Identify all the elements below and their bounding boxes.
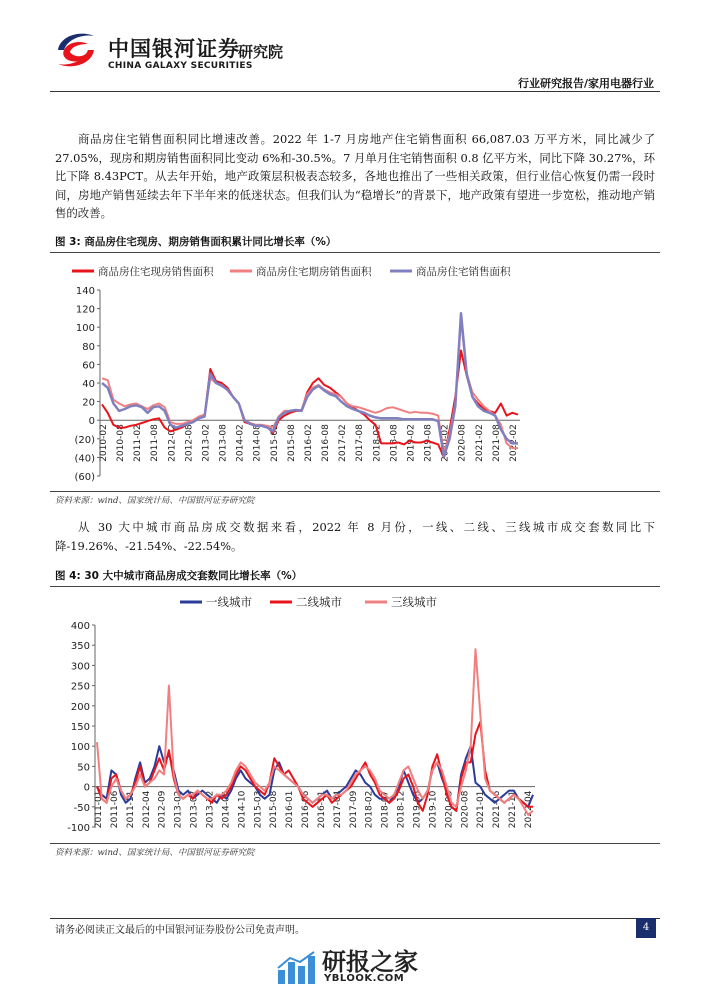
y-tick-label: 140 <box>75 286 95 297</box>
x-tick-label: 2013-02 <box>201 424 212 462</box>
x-tick-label: 2011-08 <box>150 424 161 462</box>
x-tick-label: 2014-08 <box>252 424 263 462</box>
series-line-3 <box>97 649 533 815</box>
y-tick-label: -100 <box>67 823 90 834</box>
x-tick-label: 2013-12 <box>205 790 216 829</box>
legend-label-3: 商品房住宅销售面积 <box>416 266 511 278</box>
x-tick-label: 2019-02 <box>406 424 417 462</box>
legend-label-3: 三线城市 <box>391 595 437 609</box>
x-tick-label: 2012-04 <box>141 790 152 829</box>
x-tick-label: 2015-02 <box>269 424 280 462</box>
x-tick-label: 2017-02 <box>338 424 349 462</box>
figure-3-bottom-rule <box>50 491 660 492</box>
body-paragraph-2: 从 30 大中城市商品房成交数据来看，2022 年 8 月份，一线、二线、三线城市成交套数同比下降-19.26%、-21.54%、-22.54%。 <box>55 520 655 553</box>
x-tick-label: 2012-09 <box>157 790 168 829</box>
x-tick-label: 2017-08 <box>355 424 366 462</box>
watermark-bar-icon <box>276 950 316 984</box>
institute-name: 研究院 <box>238 43 284 61</box>
x-tick-label: 2018-02 <box>364 790 375 829</box>
x-tick-label: 2011-01 <box>94 790 104 829</box>
x-tick-label: 2021-11 <box>508 790 519 829</box>
x-tick-label: 2013-02 <box>173 790 184 829</box>
x-tick-label: 2016-08 <box>321 424 332 462</box>
x-tick-label: 2015-08 <box>286 424 297 462</box>
figure-4-bottom-rule <box>50 843 660 844</box>
x-tick-label: 2016-11 <box>316 790 327 829</box>
x-tick-label: 2020-03 <box>444 790 455 829</box>
y-tick-label: 80 <box>82 341 95 353</box>
y-tick-label: 60 <box>82 360 95 372</box>
x-tick-label: 2015-08 <box>269 790 280 829</box>
x-tick-label: 2017-09 <box>348 790 359 829</box>
x-tick-label: 2011-02 <box>133 424 144 462</box>
brand-name-en: CHINA GALAXY SECURITIES <box>108 61 253 71</box>
y-tick-label: (60) <box>74 472 95 483</box>
y-tick-label: 0 <box>83 782 90 794</box>
x-tick-label: 2021-02 <box>474 424 485 462</box>
x-tick-label: 2016-01 <box>285 790 296 829</box>
x-tick-label: 2016-02 <box>304 424 314 462</box>
figure-3-source: 资料来源：wind、国家统计局、中国银河证券研究院 <box>55 496 255 506</box>
report-type: 行业研究报告/家用电器行业 <box>517 77 654 90</box>
x-tick-label: 2014-05 <box>221 790 232 829</box>
x-tick-label: 2019-10 <box>428 790 439 829</box>
y-tick-label: 40 <box>82 379 95 390</box>
x-tick-label: 2021-01 <box>476 790 487 829</box>
y-tick-label: 250 <box>70 681 90 693</box>
figure-4-top-rule <box>50 586 660 587</box>
x-tick-label: 2022-04 <box>524 790 534 829</box>
y-tick-label: 50 <box>77 762 90 774</box>
x-tick-label: 2010-02 <box>99 424 109 462</box>
watermark-text-cn: 研报之家 <box>322 948 418 976</box>
x-tick-label: 2018-08 <box>389 424 400 462</box>
figure-4-title: 图 4: 30 大中城市商品房成交套数同比增长率（%） <box>55 570 303 582</box>
x-tick-label: 2021-06 <box>492 790 503 829</box>
legend-label-2: 商品房住宅期房销售面积 <box>256 266 372 278</box>
x-tick-label: 2013-07 <box>189 790 200 829</box>
x-tick-label: 2018-07 <box>380 790 391 829</box>
x-tick-label: 2013-08 <box>218 424 229 462</box>
legend-label-2: 二线城市 <box>296 595 342 609</box>
x-tick-label: 2014-02 <box>235 424 246 462</box>
y-tick-label: 100 <box>75 323 95 335</box>
legend-label-1: 一线城市 <box>206 595 252 609</box>
body-paragraph-1: 商品房住宅销售面积同比增速改善。2022 年 1-7 月房地产住宅销售面积 66,087.03 万平方米，同比减少了 27.05%，现房和期房销售面积同比变动 6%和-30.5%。7 月单月住宅销售面积 0.8 亿平方米，同比下降 30.27%，环比下降 8.43PCT。从去年开始，地产政策层积极表态较多，各地也推出了一些相关政策，但行业信心恢复仍需一段时间，房地产销售延续去年下半年来的低迷状态。但我们认为“稳增长”的背景下，地产政策有望进一步宽松，推动地产销售的改善。 <box>55 132 655 221</box>
x-tick-label: 2020-08 <box>460 790 471 829</box>
footer-disclaimer: 请务必阅读正文最后的中国银河证券股份公司免责声明。 <box>55 925 305 936</box>
legend-label-1: 商品房住宅现房销售面积 <box>98 266 214 278</box>
x-tick-label: 2010-08 <box>116 424 127 462</box>
y-tick-label: 0 <box>88 416 95 428</box>
x-tick-label: 2014-10 <box>237 790 248 829</box>
x-tick-label: 2017-04 <box>332 790 343 829</box>
brand-name-cn: 中国银河证券 <box>108 37 240 61</box>
x-tick-label: 2020-02 <box>440 424 451 462</box>
y-tick-label: 20 <box>82 397 95 409</box>
y-tick-label: 120 <box>75 304 95 316</box>
figure-3-title: 图 3: 商品房住宅现房、期房销售面积累计同比增长率（%） <box>55 236 337 248</box>
x-tick-label: 2018-12 <box>396 790 407 829</box>
x-tick-label: 2019-08 <box>423 424 434 462</box>
y-tick-label: 350 <box>70 641 90 653</box>
y-tick-label: (40) <box>74 453 95 465</box>
page-number: 4 <box>636 918 656 938</box>
y-tick-label: 400 <box>70 621 90 632</box>
y-tick-label: -50 <box>73 802 90 814</box>
footer-divider <box>50 918 660 919</box>
figure-3-chart <box>50 255 660 490</box>
figure-3-top-rule <box>50 252 660 253</box>
x-tick-label: 2022-02 <box>509 424 519 462</box>
galaxy-logo-icon <box>50 28 102 72</box>
y-tick-label: 200 <box>70 701 90 713</box>
x-tick-label: 2012-08 <box>184 424 195 462</box>
y-tick-label: 150 <box>70 722 90 733</box>
x-tick-label: 2019-05 <box>412 790 423 829</box>
x-tick-label: 2020-08 <box>457 424 468 462</box>
x-tick-label: 2021-08 <box>491 424 502 462</box>
figure-4-source: 资料来源：wind、国家统计局、中国银河证券研究院 <box>55 848 255 858</box>
x-tick-label: 2015-03 <box>253 790 264 829</box>
x-tick-label: 2012-02 <box>167 424 178 462</box>
y-tick-label: 100 <box>70 742 90 754</box>
x-tick-label: 2011-11 <box>125 790 136 829</box>
y-tick-label: 300 <box>70 661 90 673</box>
x-tick-label: 2018-02 <box>372 424 383 462</box>
y-tick-label: (20) <box>74 434 95 446</box>
watermark-text-en: YBLOOK.COM <box>324 973 405 984</box>
header-divider <box>50 91 660 92</box>
x-tick-label: 2016-06 <box>301 790 312 829</box>
figure-4-chart <box>50 589 660 841</box>
x-tick-label: 2011-06 <box>109 790 120 829</box>
